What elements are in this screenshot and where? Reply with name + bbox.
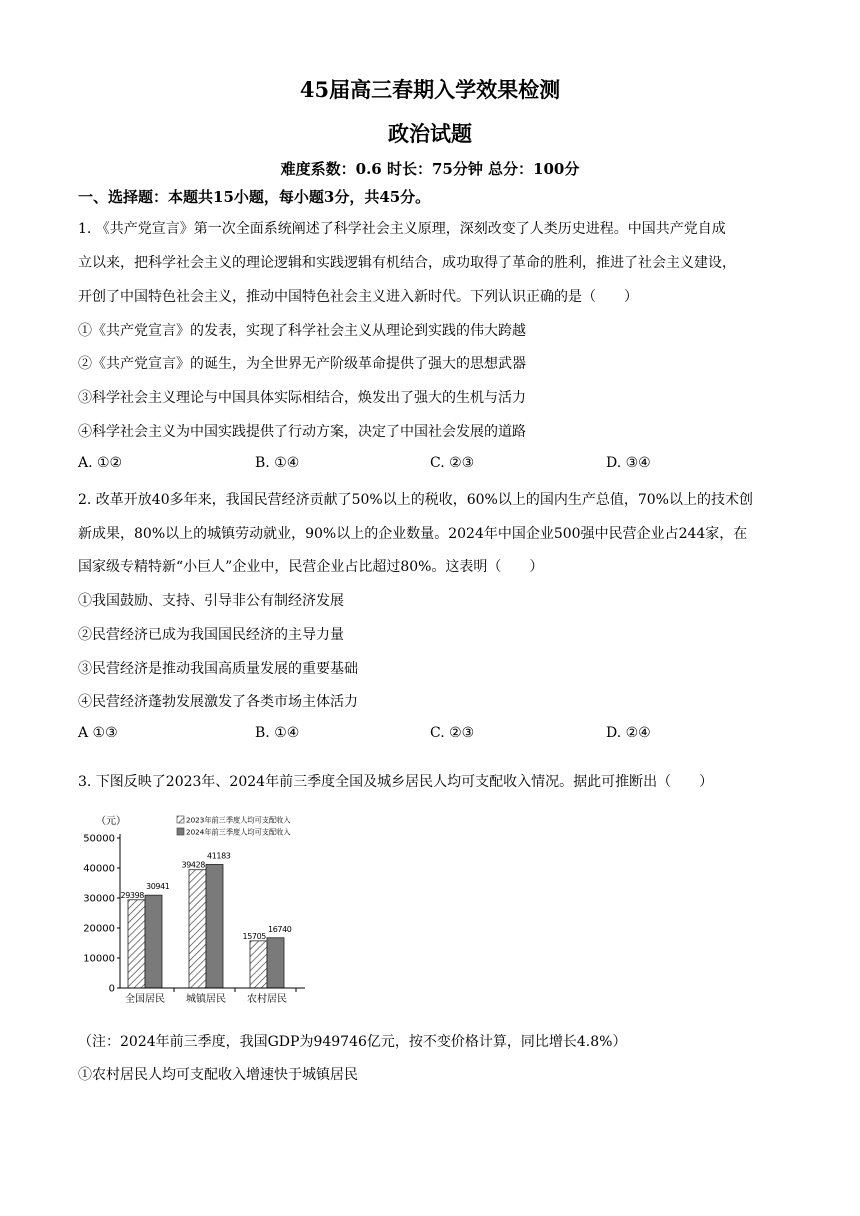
- x-tick-label: 城镇居民: [186, 994, 226, 1005]
- bar: [145, 895, 162, 988]
- q2-option-d[interactable]: D. ②④: [606, 725, 651, 741]
- q3-stem: 3. 下图反映了2023年、2024年前三季度全国及城乡居民人均可支配收入情况。据此可推断出（ ）: [78, 774, 714, 790]
- q1-item-1: ①《共产党宣言》的发表，实现了科学社会主义从理论到实践的伟大跨越: [78, 323, 526, 339]
- q2-item-3: ③民营经济是推动我国高质量发展的重要基础: [78, 661, 358, 677]
- q3-item-1: ①农村居民人均可支配收入增速快于城镇居民: [78, 1067, 358, 1083]
- q2-stem-line-3: 国家级专精特新“小巨人”企业中，民营企业占比超过80%。这表明（ ）: [78, 559, 544, 575]
- y-unit-label: （元）: [96, 816, 126, 827]
- y-tick-label: 20000: [83, 923, 115, 935]
- chart-bars: [121, 851, 292, 988]
- y-axis: [83, 834, 120, 995]
- q2-item-1: ①我国鼓励、支持、引导非公有制经济发展: [78, 593, 344, 609]
- q1-stem-line-1: 1. 《共产党宣言》第一次全面系统阐述了科学社会主义原理，深刻改变了人类历史进程。中国共产党自成: [78, 221, 726, 237]
- q1-option-d[interactable]: D. ③④: [606, 455, 651, 471]
- q2-stem-line-2: 新成果，80%以上的城镇劳动就业，90%以上的企业数量。2024年中国企业500强中民营企业占244家，在: [78, 526, 748, 542]
- legend-label-2024: 2024年前三季度人均可支配收入: [186, 827, 291, 837]
- q2-item-2: ②民营经济已成为我国国民经济的主导力量: [78, 627, 344, 643]
- q1-option-b[interactable]: B. ①④: [255, 455, 300, 471]
- bar-value-label: 15705: [242, 931, 266, 941]
- q1-option-c[interactable]: C. ②③: [430, 455, 475, 471]
- y-tick-label: 10000: [83, 953, 115, 965]
- q1-option-a[interactable]: A. ①②: [78, 455, 123, 471]
- y-tick-label: 50000: [83, 833, 115, 845]
- legend-swatch-2023: [177, 816, 184, 823]
- bar: [128, 900, 145, 988]
- q2-option-c[interactable]: C. ②③: [430, 725, 475, 741]
- q2-option-a[interactable]: A ①③: [78, 725, 118, 741]
- x-tick-label: 全国居民: [125, 994, 165, 1005]
- y-tick-label: 40000: [83, 863, 115, 875]
- q2-stem-line-1: 2. 改革开放40多年来，我国民营经济贡献了50%以上的税收，60%以上的国内生产总值，70%以上的技术创: [78, 492, 753, 508]
- q2-item-4: ④民营经济蓬勃发展激发了各类市场主体活力: [78, 694, 358, 710]
- exam-title: 45届高三春期入学效果检测: [299, 77, 561, 102]
- y-tick-label: 0: [108, 983, 115, 995]
- bar-value-label: 39428: [181, 860, 205, 870]
- q3-note: （注：2024年前三季度，我国GDP为949746亿元，按不变价格计算，同比增长4.8%）: [78, 1034, 627, 1050]
- q1-stem-line-3: 开创了中国特色社会主义，推动中国特色社会主义进入新时代。下列认识正确的是（ ）: [78, 289, 638, 305]
- chart-legend: [177, 816, 291, 837]
- section-heading: 一、选择题：本题共15小题，每小题3分，共45分。: [78, 188, 431, 206]
- q1-item-2: ②《共产党宣言》的诞生，为全世界无产阶级革命提供了强大的思想武器: [78, 356, 526, 372]
- bar: [267, 938, 284, 988]
- bar-value-label: 29398: [120, 890, 144, 900]
- bar: [189, 870, 206, 988]
- bar-value-label: 41183: [207, 851, 231, 861]
- x-axis: [120, 988, 305, 1005]
- y-tick-label: 30000: [83, 893, 115, 905]
- bar-value-label: 30941: [146, 882, 170, 892]
- income-bar-chart: [80, 808, 320, 1013]
- q1-item-4: ④科学社会主义为中国实践提供了行动方案，决定了中国社会发展的道路: [78, 424, 526, 440]
- exam-meta: 难度系数：0.6 时长：75分钟 总分：100分: [280, 160, 580, 178]
- q1-stem-line-2: 立以来，把科学社会主义的理论逻辑和实践逻辑有机结合，成功取得了革命的胜利，推进了社会主义建设，: [78, 255, 736, 271]
- x-tick-label: 农村居民: [247, 994, 287, 1005]
- q2-option-b[interactable]: B. ①④: [255, 725, 300, 741]
- legend-label-2023: 2023年前三季度人均可支配收入: [186, 815, 291, 825]
- legend-swatch-2024: [177, 828, 184, 835]
- bar: [206, 864, 223, 988]
- q1-item-3: ③科学社会主义理论与中国具体实际相结合，焕发出了强大的生机与活力: [78, 390, 526, 406]
- bar: [250, 941, 267, 988]
- subject-title: 政治试题: [388, 121, 472, 146]
- bar-value-label: 16740: [268, 924, 292, 934]
